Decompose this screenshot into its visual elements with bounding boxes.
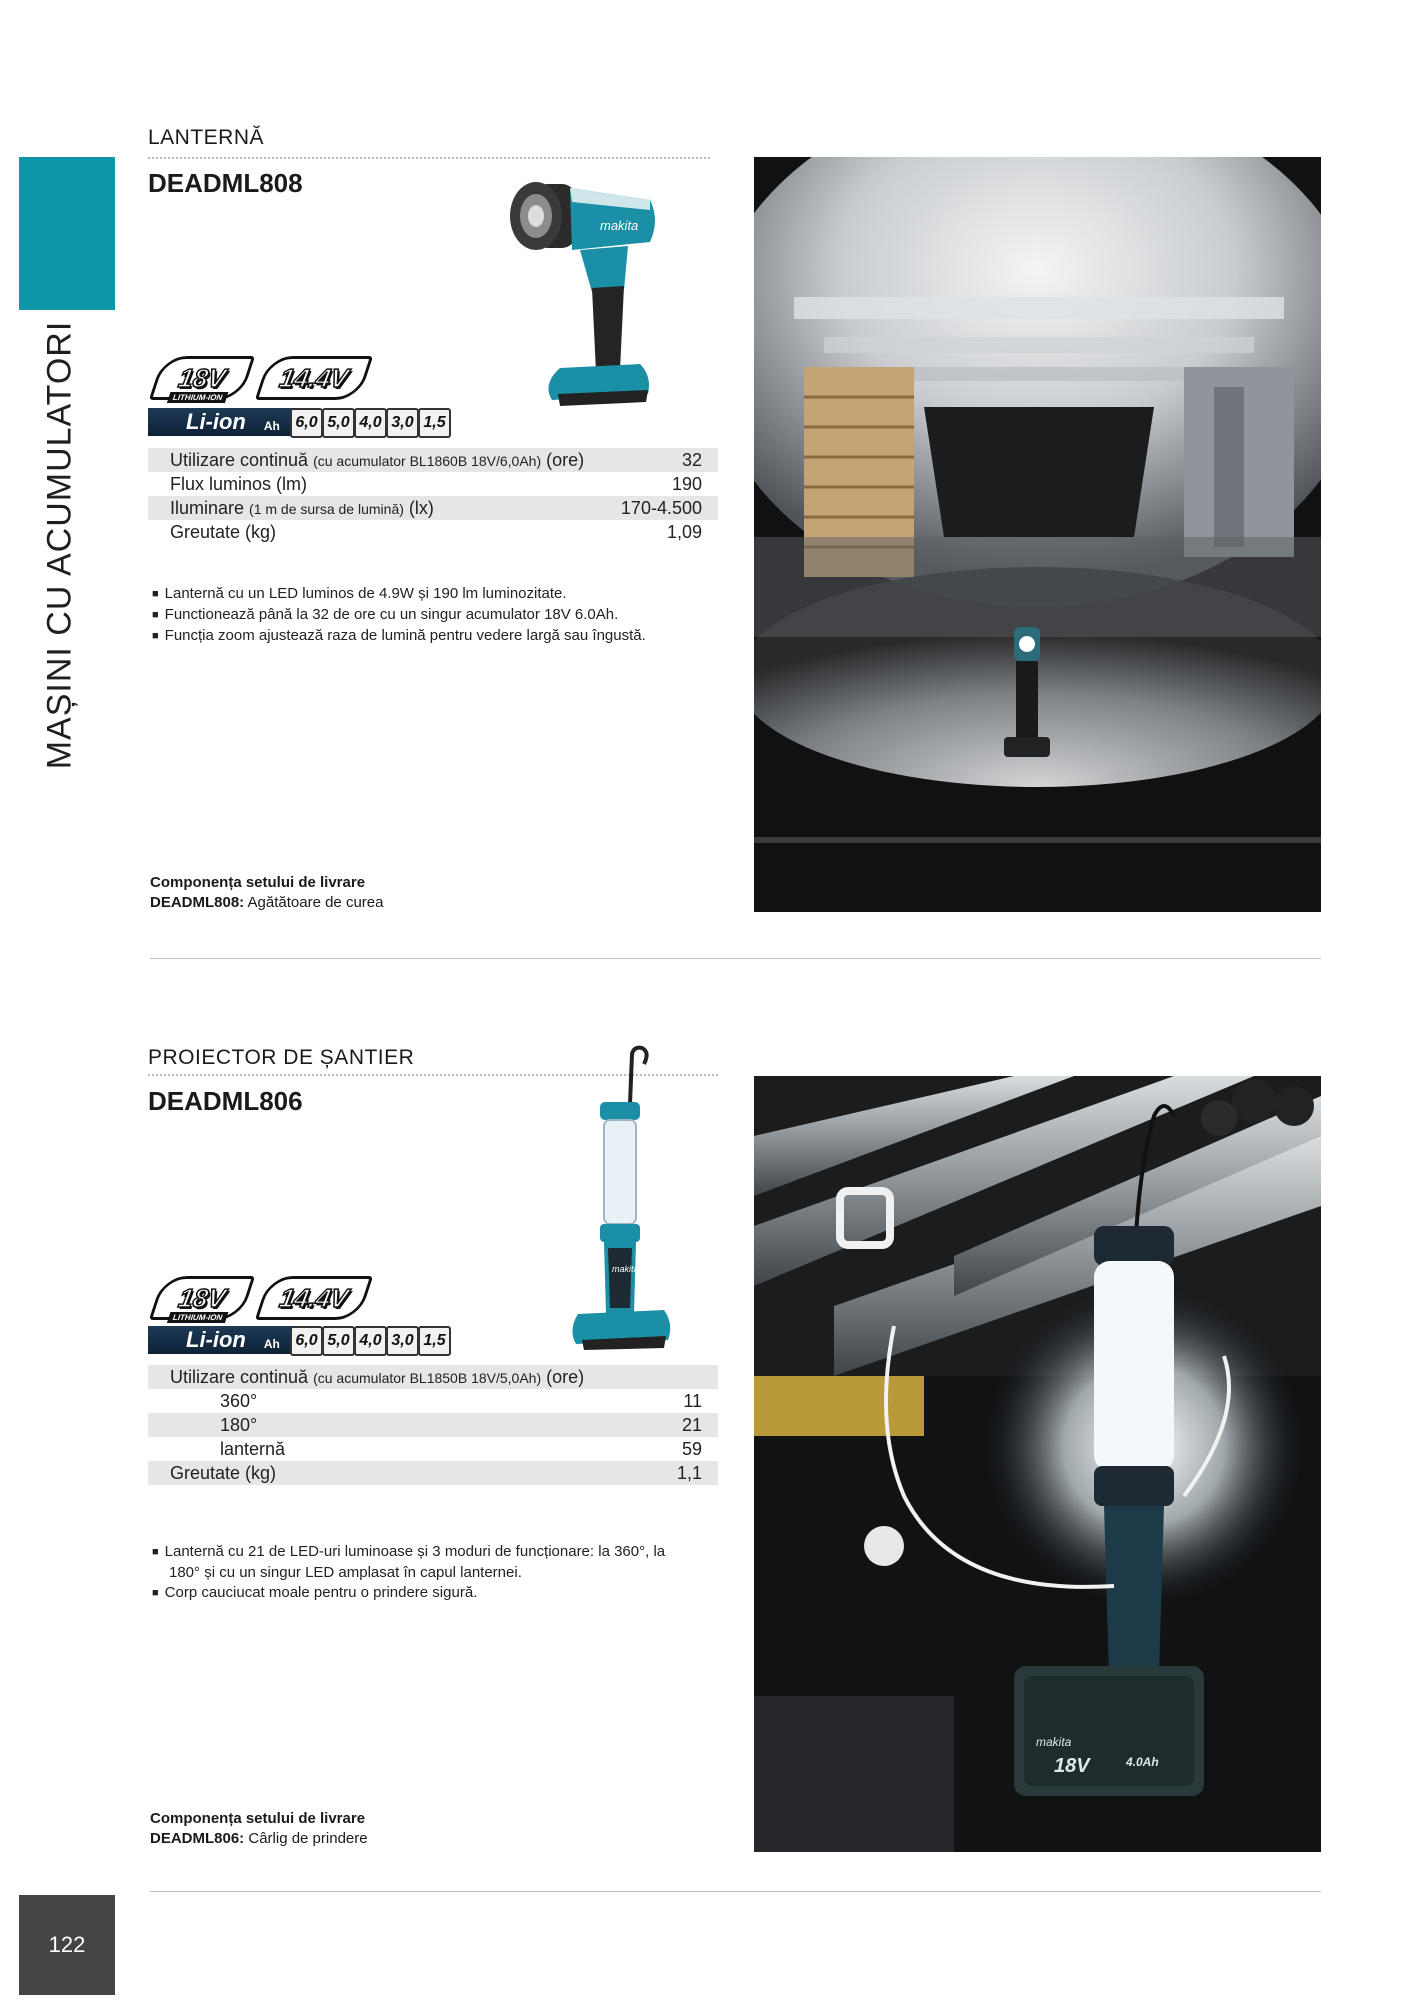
feature-item: ■ Lanternă cu un LED luminos de 4.9W și 190 lm luminozitate. (152, 584, 722, 605)
spec-row: Flux luminos (lm) 190 (170, 473, 702, 494)
spec-row: Greutate (kg) 1,09 (170, 521, 702, 542)
spec-row: Greutate (kg) 1,1 (148, 1461, 718, 1485)
capacity-box: 5,0 (322, 408, 355, 438)
battery-18v-badge: 18V LITHIUM-ION (149, 356, 255, 400)
product1-kit-line: DEADML808: Agătătoare de curea (150, 894, 384, 911)
spec-row: Iluminare (1 m de sursa de lumină) (lx) 170-4.500 (148, 496, 718, 520)
product1-category: LANTERNĂ (148, 126, 265, 149)
spec-row: lanternă 59 (220, 1438, 702, 1459)
spec-row: Utilizare continuă (cu acumulator BL1850B 18V/5,0Ah) (ore) (148, 1365, 718, 1389)
spec-row: 180° 21 (148, 1413, 718, 1437)
photo-battery-capacity: 4.0Ah (1126, 1755, 1159, 1769)
capacity-box: 6,0 (290, 408, 323, 438)
product1-features (152, 584, 722, 647)
feature-item: ■ Lanternă cu 21 de LED-uri luminoase și 3 moduri de funcționare: la 360°, la (152, 1542, 732, 1563)
battery-18v-badge: 18V LITHIUM-ION (149, 1276, 255, 1320)
spec-row: Utilizare continuă (cu acumulator BL1860B 18V/6,0Ah) (ore) 32 (148, 448, 718, 472)
product1-photo (754, 157, 1321, 912)
flashlight-brand-text: makita (600, 218, 639, 233)
section-separator (150, 958, 1321, 959)
section-label: MAȘINI CU ACUMULATORI (40, 320, 79, 770)
product2-category: PROIECTOR DE ȘANTIER (148, 1046, 415, 1069)
capacity-box: 4,0 (354, 408, 387, 438)
product1-divider (148, 157, 710, 159)
capacity-box: 3,0 (386, 1326, 419, 1356)
feature-item: ■ Corp cauciucat moale pentru o prindere sigură. (152, 1583, 732, 1604)
capacity-box: 1,5 (418, 408, 451, 438)
worklight-tool-image (560, 1044, 680, 1354)
feature-item: ■ Funcția zoom ajustează raza de lumină pentru vedere largă sau îngustă. (152, 626, 722, 647)
capacity-box: 1,5 (418, 1326, 451, 1356)
liion-label-bar: Li-ion Ah (148, 1326, 300, 1354)
product2-kit-title: Componența setului de livrare (150, 1810, 366, 1827)
spec-row: 360° 11 (220, 1390, 702, 1411)
product2-photo (754, 1076, 1321, 1852)
section-color-tab (19, 157, 115, 310)
capacity-box: 3,0 (386, 408, 419, 438)
capacity-box: 6,0 (290, 1326, 323, 1356)
photo-battery-brand: makita (1036, 1735, 1072, 1749)
product1-model: DEADML808 (148, 168, 303, 198)
capacity-box: 4,0 (354, 1326, 387, 1356)
product1-kit-title: Componența setului de livrare (150, 874, 366, 891)
page-number: 122 (19, 1895, 115, 1995)
worklight-brand-text: makita (612, 1264, 639, 1274)
battery-14v-badge: 14.4V (255, 1276, 373, 1320)
battery-14v-badge: 14.4V (255, 356, 373, 400)
capacity-box: 5,0 (322, 1326, 355, 1356)
flashlight-tool-image (500, 180, 660, 430)
liion-label-bar: Li-ion Ah (148, 408, 300, 436)
photo-battery-voltage: 18V (1054, 1755, 1090, 1777)
footer-separator (150, 1891, 1321, 1892)
product2-kit-line: DEADML806: Cârlig de prindere (150, 1830, 368, 1847)
feature-item-continuation: 180° și cu un singur LED amplasat în capul lanternei. (169, 1564, 522, 1581)
product2-model: DEADML806 (148, 1086, 303, 1116)
feature-item: ■ Functionează până la 32 de ore cu un singur acumulator 18V 6.0Ah. (152, 605, 722, 626)
product2-features (152, 1542, 732, 1604)
